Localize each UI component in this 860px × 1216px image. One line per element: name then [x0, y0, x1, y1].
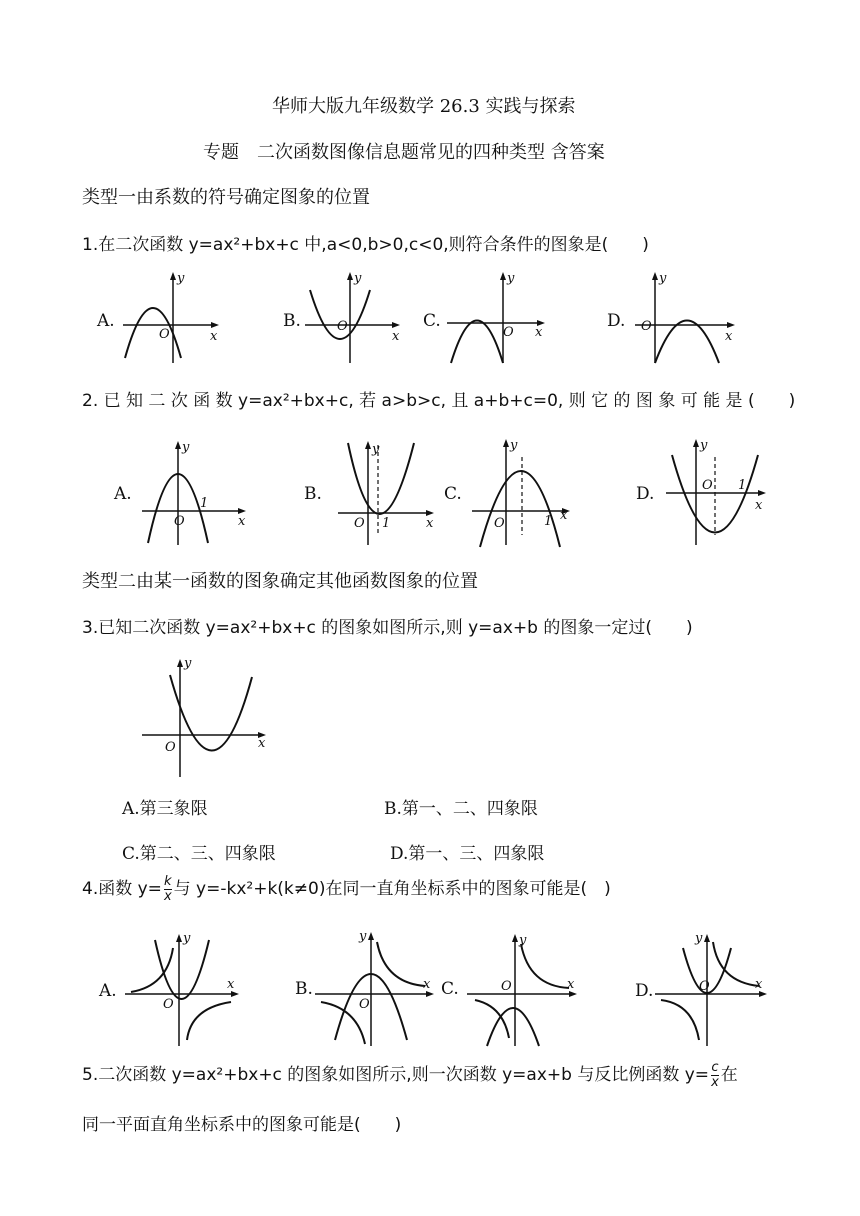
svg-text:O: O [165, 740, 176, 755]
svg-text:y: y [177, 271, 185, 286]
svg-text:D.: D. [636, 484, 655, 504]
q1-graph-d [607, 271, 735, 363]
svg-text:y: y [700, 438, 708, 453]
svg-text:O: O [337, 319, 348, 334]
svg-text:y: y [659, 271, 667, 286]
q3-option-b: B.第一、二、四象限 [384, 799, 538, 819]
svg-text:y: y [510, 438, 518, 453]
svg-text:x: x [755, 498, 763, 513]
q5-text-pre: 5.二次函数 y=ax²+bx+c 的图象如图所示,则一次函数 y=ax+b 与反比例函数 y= [82, 1065, 710, 1085]
svg-text:x: x [560, 508, 568, 523]
q2-figure-row [110, 435, 780, 550]
svg-text:O: O [174, 514, 185, 529]
q1-figure-row [95, 268, 775, 373]
q4-graph-c [441, 933, 577, 1046]
svg-text:y: y [184, 656, 192, 671]
question-3: 3.已知二次函数 y=ax²+bx+c 的图象如图所示,则 y=ax+b 的图象一定过( ) [82, 618, 693, 638]
svg-text:y: y [372, 442, 380, 457]
svg-text:y: y [507, 271, 515, 286]
svg-text:x: x [238, 514, 246, 529]
q5-fraction: $\frac{c}{x}$ [711, 1059, 719, 1090]
question-2: 2. 已 知 二 次 函 数 y=ax²+bx+c, 若 a>b>c, 且 a+b+c=0, 则 它 的 图 象 可 能 是 ( ) [82, 391, 796, 411]
svg-text:O: O [359, 997, 370, 1012]
svg-text:O: O [702, 478, 713, 493]
q3-option-d: D.第一、三、四象限 [390, 844, 545, 864]
page-title: 华师大版九年级数学 26.3 实践与探索 [272, 96, 576, 117]
question-1: 1.在二次函数 y=ax²+bx+c 中,a<0,b>0,c<0,则符合条件的图象是( ) [82, 235, 649, 255]
svg-text:D.: D. [635, 981, 654, 1001]
svg-text:O: O [494, 516, 505, 531]
q4-text-pre: 4.函数 y= [82, 879, 162, 899]
question-5 [82, 1060, 738, 1090]
svg-text:x: x [423, 977, 431, 992]
svg-text:x: x [535, 325, 543, 340]
svg-text:B.: B. [304, 484, 322, 504]
q4-graph-b [295, 929, 434, 1046]
question-5-line2: 同一平面直角坐标系中的图象可能是( ) [82, 1115, 402, 1135]
svg-text:x: x [755, 977, 763, 992]
svg-text:C.: C. [444, 484, 462, 504]
q3-figure [140, 655, 280, 780]
svg-text:O: O [641, 319, 652, 334]
page-subtitle: 专题 二次函数图像信息题常见的四种类型 含答案 [203, 142, 605, 163]
svg-text:y: y [695, 931, 703, 946]
question-4 [82, 874, 611, 904]
svg-text:x: x [210, 329, 218, 344]
svg-text:O: O [503, 325, 514, 340]
svg-text:B.: B. [283, 311, 301, 331]
q4-figure-row [95, 928, 775, 1048]
svg-text:C.: C. [423, 311, 441, 331]
svg-text:x: x [725, 329, 733, 344]
q2-graph-d [636, 438, 766, 545]
svg-text:1: 1 [544, 514, 553, 529]
q4-graph-d [635, 931, 767, 1046]
section-heading-type1: 类型一由系数的符号确定图象的位置 [82, 187, 370, 208]
svg-text:y: y [359, 929, 367, 944]
svg-text:y: y [182, 440, 190, 455]
svg-text:x: x [258, 736, 266, 751]
q2-graph-a [113, 440, 246, 545]
svg-text:y: y [354, 271, 362, 286]
svg-text:O: O [501, 979, 512, 994]
svg-text:O: O [159, 327, 170, 342]
q3-option-c: C.第二、三、四象限 [122, 844, 276, 864]
q5-text-post: 在 [720, 1065, 738, 1085]
svg-text:O: O [699, 979, 710, 994]
svg-text:D.: D. [607, 311, 626, 331]
svg-text:1: 1 [382, 516, 391, 531]
svg-text:B.: B. [295, 979, 313, 999]
q4-fraction: $\frac{k}{x}$ [163, 873, 172, 904]
q1-graph-b [283, 271, 400, 363]
q3-option-a: A.第三象限 [122, 799, 208, 819]
svg-text:x: x [392, 329, 400, 344]
q1-graph-a [96, 271, 219, 363]
svg-text:1: 1 [738, 478, 747, 493]
q4-graph-a [98, 931, 239, 1046]
svg-text:A.: A. [114, 484, 132, 504]
svg-text:C.: C. [441, 979, 459, 999]
svg-text:y: y [183, 931, 191, 946]
section-heading-type2: 类型二由某一函数的图象确定其他函数图象的位置 [82, 571, 478, 592]
svg-text:x: x [227, 977, 235, 992]
svg-text:O: O [163, 997, 174, 1012]
svg-text:1: 1 [200, 496, 209, 511]
q1-graph-c [423, 271, 545, 363]
q4-text-post: 与 y=-kx²+k(k≠0)在同一直角坐标系中的图象可能是( ) [173, 879, 611, 899]
q2-graph-c [444, 438, 570, 547]
q1-label-a: A. [97, 311, 115, 331]
svg-text:x: x [567, 977, 575, 992]
q2-graph-b [304, 441, 434, 545]
svg-text:y: y [519, 933, 527, 948]
svg-text:O: O [354, 516, 365, 531]
svg-text:A.: A. [99, 981, 117, 1001]
svg-text:x: x [426, 516, 434, 531]
